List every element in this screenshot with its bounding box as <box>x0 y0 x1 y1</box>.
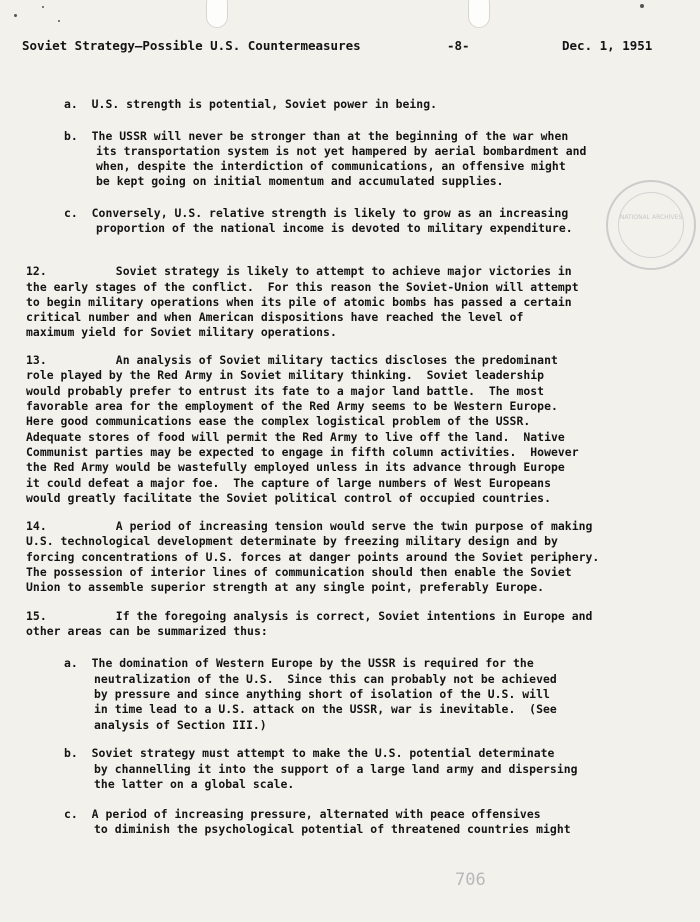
scan-speck <box>58 20 60 22</box>
page-number: 706 <box>455 870 486 890</box>
text-line: the early stages of the conflict. For this reason the Soviet-Union will attempt <box>26 280 579 294</box>
text-line: The possession of interior lines of communication should then enable the Soviet <box>26 565 572 579</box>
text-line: proportion of the national income is devoted to military expenditure. <box>96 221 573 235</box>
header-page-marker: -8- <box>447 38 470 53</box>
text-line: favorable area for the employment of the Red Army seems to be Western Europe. <box>26 399 558 413</box>
text-line: 13. An analysis of Soviet military tactics discloses the predominant <box>26 353 558 367</box>
text-line: b. The USSR will never be stronger than at the beginning of the war when <box>64 129 569 143</box>
text-line: in time lead to a U.S. attack on the USSR, war is inevitable. (See <box>94 702 557 716</box>
text-line: to diminish the psychological potential of threatened countries might <box>94 822 571 836</box>
stamp-text: NATIONAL ARCHIVES <box>619 214 683 221</box>
text-line: critical number and when American dispositions have reached the level of <box>26 310 524 324</box>
text-line: be kept going on initial momentum and accumulated supplies. <box>96 174 504 188</box>
text-line: other areas can be summarized thus: <box>26 624 268 638</box>
header-date: Dec. 1, 1951 <box>562 38 653 53</box>
text-line: neutralization of the U.S. Since this can probably not be achieved <box>94 672 557 686</box>
text-line: the Red Army would be wastefully employed unless in its advance through Europe <box>26 460 565 474</box>
text-line: Union to assemble superior strength at any single point, preferably Europe. <box>26 580 545 594</box>
text-line: c. Conversely, U.S. relative strength is likely to grow as an increasing <box>64 206 569 220</box>
text-line: by channelling it into the support of a large land army and dispersing <box>94 762 578 776</box>
text-line: when, despite the interdiction of communications, an offensive might <box>96 159 566 173</box>
text-line: Here good communications ease the complex logistical problem of the USSR. <box>26 414 531 428</box>
text-line: its transportation system is not yet hampered by aerial bombardment and <box>96 144 587 158</box>
scan-speck <box>640 4 644 8</box>
text-line: 14. A period of increasing tension would serve the twin purpose of making <box>26 519 593 533</box>
text-line: maximum yield for Soviet military operations. <box>26 325 337 339</box>
text-line: U.S. technological development determinate by freezing military design and by <box>26 534 558 548</box>
text-line: by pressure and since anything short of isolation of the U.S. will <box>94 687 550 701</box>
text-line: would probably prefer to entrust its fate to a major land battle. The most <box>26 384 545 398</box>
text-line: role played by the Red Army in Soviet military thinking. Soviet leadership <box>26 368 545 382</box>
text-line: it could defeat a major foe. The capture of large numbers of West Europeans <box>26 476 551 490</box>
text-line: 15. If the foregoing analysis is correct, Soviet intentions in Europe and <box>26 609 593 623</box>
header-title: Soviet Strategy—Possible U.S. Countermeasures <box>22 38 361 53</box>
text-line: a. The domination of Western Europe by the USSR is required for the <box>64 656 534 670</box>
text-line: 12. Soviet strategy is likely to attempt to achieve major victories in <box>26 264 572 278</box>
text-line: analysis of Section III.) <box>94 718 267 732</box>
punch-hole <box>468 0 490 28</box>
scan-speck <box>42 6 44 8</box>
scan-speck <box>14 14 17 17</box>
archive-stamp <box>606 180 696 270</box>
punch-hole <box>206 0 228 28</box>
stamp-inner-ring <box>618 192 684 258</box>
text-line: would greatly facilitate the Soviet political control of occupied countries. <box>26 491 551 505</box>
text-line: Adequate stores of food will permit the Red Army to live off the land. Native <box>26 430 565 444</box>
text-line: forcing concentrations of U.S. forces at danger points around the Soviet periphery. <box>26 550 600 564</box>
text-line: c. A period of increasing pressure, alternated with peace offensives <box>64 807 541 821</box>
text-line: the latter on a global scale. <box>94 777 295 791</box>
text-line: b. Soviet strategy must attempt to make the U.S. potential determinate <box>64 746 555 760</box>
text-line: Communist parties may be expected to engage in fifth column activities. However <box>26 445 579 459</box>
text-line: a. U.S. strength is potential, Soviet power in being. <box>64 97 438 111</box>
text-line: to begin military operations when its pile of atomic bombs has passed a certain <box>26 295 572 309</box>
